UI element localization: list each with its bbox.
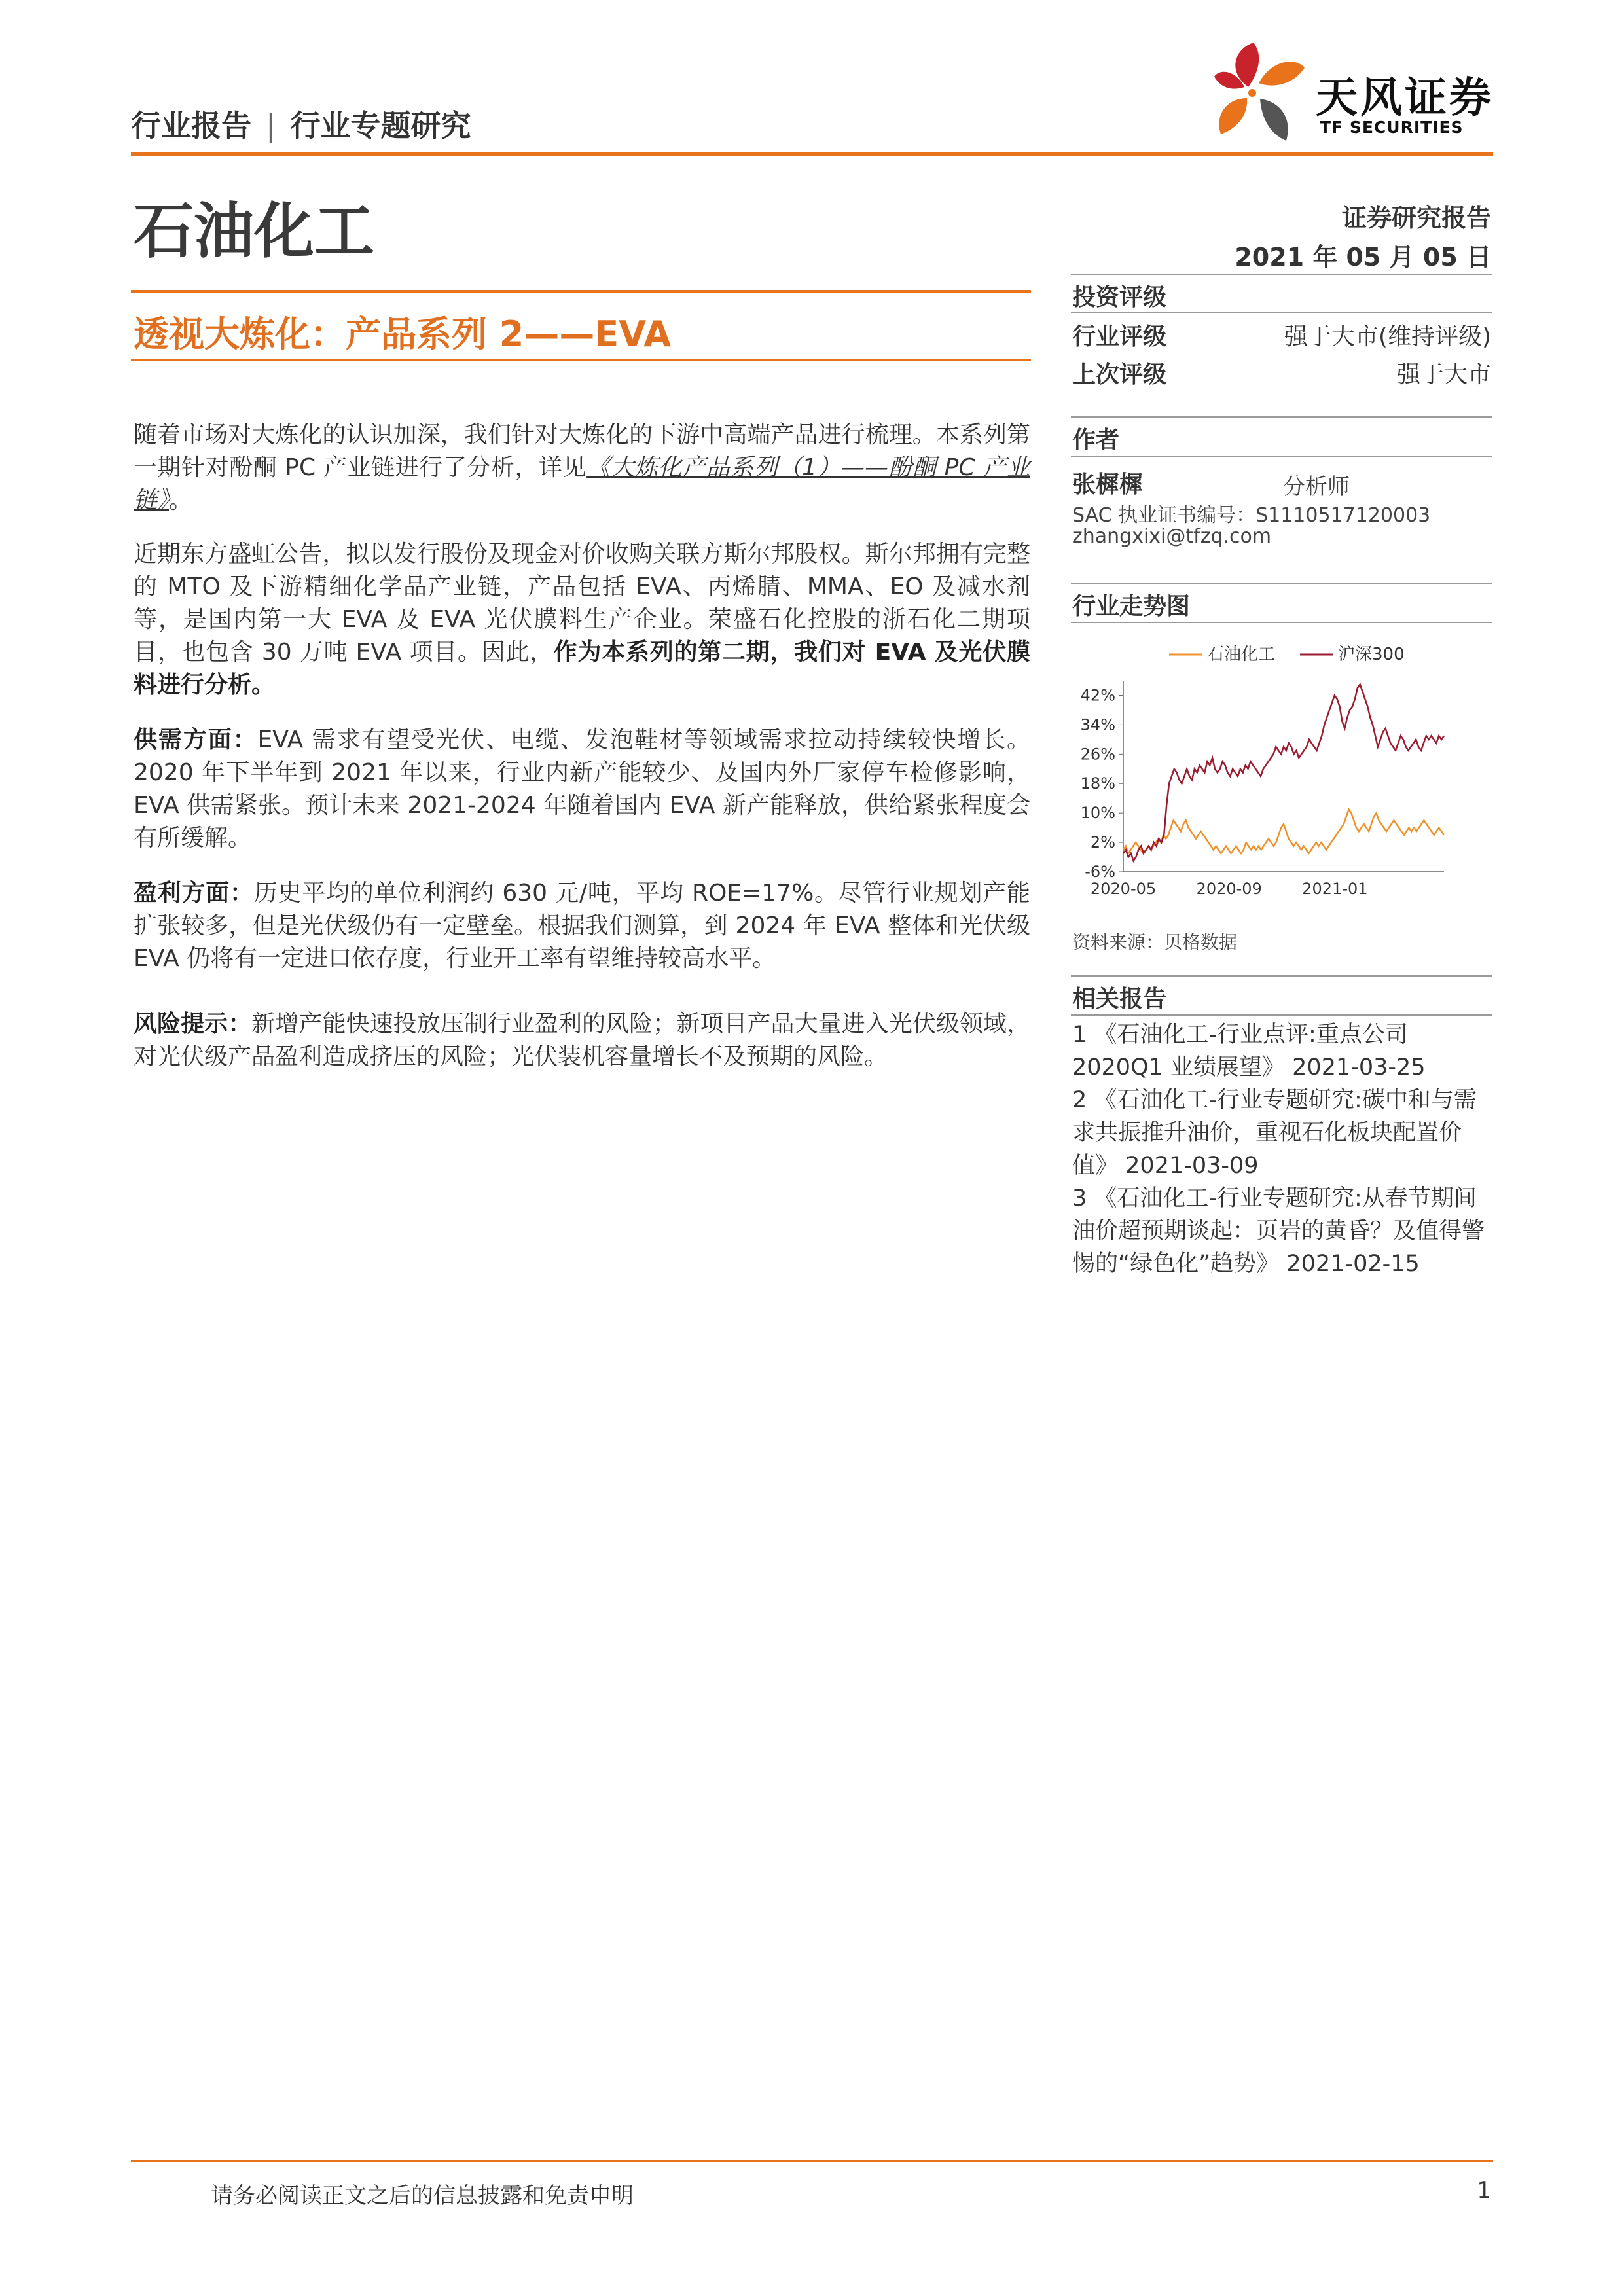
sidebar-rule-7 xyxy=(1071,975,1492,977)
intro-text: 随着市场对大炼化的认识加深，我们针对大炼化的下游中高端产品进行梳理。本系列第一期针对酚酮 PC 产业链进行了分析，详见 xyxy=(134,422,1030,481)
related-num: 2 xyxy=(1072,1087,1087,1113)
related-title: 《石油化工-行业点评:重点公司2020Q1 业绩展望》 xyxy=(1072,1022,1408,1081)
supply-demand-label: 供需方面： xyxy=(134,726,258,753)
background-emphasis: 作为本系列的第二期，我们对 EVA 及光伏膜料进行分析。 xyxy=(134,639,1030,698)
background-paragraph xyxy=(134,538,1030,702)
related-num: 1 xyxy=(1072,1022,1087,1048)
trend-heading: 行业走势图 xyxy=(1072,593,1191,620)
footer-disclaimer: 请务必阅读正文之后的信息披露和免责申明 xyxy=(211,2183,634,2209)
footer-divider xyxy=(131,2160,1493,2162)
sidebar-rule-2 xyxy=(1071,312,1492,313)
y-tick-label: 18% xyxy=(1080,774,1115,793)
y-axis-ticks xyxy=(1081,686,1123,881)
chart-legend xyxy=(1169,645,1405,664)
logo-english-name: TF SECURITIES xyxy=(1320,118,1464,137)
related-date: 2021-02-15 xyxy=(1286,1251,1420,1277)
page-number: 1 xyxy=(1477,2178,1491,2204)
supply-demand-text: EVA 需求有望受光伏、电缆、发泡鞋材等领域需求拉动持续较快增长。2020 年下半年到 2021 年以来，行业内新产能较少、及国内外厂家停车检修影响，EVA 供需紧张。预计未来 2021-2024 年随着国内 EVA 新产能释放，供给紧张程度会有所缓解。 xyxy=(134,726,1030,852)
legend-label-petro: 石油化工 xyxy=(1207,645,1276,664)
y-tick-label: 34% xyxy=(1080,715,1115,734)
related-title: 《石油化工-行业专题研究:碳中和与需求共振推升油价，重视石化板块配置价值》 xyxy=(1072,1087,1477,1179)
category-separator: | xyxy=(266,108,276,143)
x-axis-ticks xyxy=(1091,880,1368,898)
title-top-rule xyxy=(131,290,1031,293)
series-line-petro xyxy=(1123,810,1444,853)
profit-text: 历史平均的单位利润约 630 元/吨，平均 ROE=17%。尽管行业规划产能扩张较多，但是光伏级仍有一定壁垒。根据我们测算，到 2024 年 EVA 整体和光伏级 EVA 仍将有一定进口依存度，行业开工率有望维持较高水平。 xyxy=(134,880,1030,972)
series-line-hs300 xyxy=(1123,685,1444,861)
author-heading: 作者 xyxy=(1072,427,1120,454)
intro-end: 。 xyxy=(169,487,193,514)
industry-rating-row xyxy=(1072,318,1491,351)
related-date: 2021-03-09 xyxy=(1125,1153,1259,1179)
previous-rating-row xyxy=(1072,356,1491,389)
series-link[interactable]: 《大炼化产品系列（1）——酚酮 PC 产业链》 xyxy=(134,454,1030,514)
related-report-2[interactable] xyxy=(1072,1084,1491,1182)
title-bottom-rule xyxy=(131,359,1031,361)
y-tick-label: 26% xyxy=(1080,745,1115,764)
industry-trend-chart xyxy=(1071,628,1490,903)
report-category xyxy=(131,102,471,145)
tf-logo-icon xyxy=(1208,36,1306,154)
author-name: 张樨樨 xyxy=(1072,471,1144,498)
risk-text: 新增产能快速投放压制行业盈利的风险；新项目产品大量进入光伏级领域，对光伏级产品盈利造成挤压的风险；光伏装机容量增长不及预期的风险。 xyxy=(134,1011,1030,1070)
industry-rating-value: 强于大市(维持评级) xyxy=(1284,323,1491,350)
header-divider xyxy=(131,152,1493,156)
doc-type: 证券研究报告 xyxy=(1341,204,1491,232)
sidebar-rule-1 xyxy=(1071,274,1492,275)
y-tick-label: 10% xyxy=(1080,804,1115,823)
y-tick-label: -6% xyxy=(1085,863,1115,881)
related-num: 3 xyxy=(1072,1185,1087,1211)
related-report-1[interactable] xyxy=(1072,1018,1491,1084)
related-report-3[interactable] xyxy=(1072,1182,1491,1280)
risk-label: 风险提示： xyxy=(134,1011,252,1037)
background-text: 近期东方盛虹公告，拟以发行股份及现金对价收购关联方斯尔邦股权。斯尔邦拥有完整的 MTO 及下游精细化学品产业链，产品包括 EVA、丙烯腈、MMA、EO 及减水剂等，是国内第一大 EVA 及 EVA 光伏膜料生产企业。荣盛石化控股的浙石化二期项目，也包含 30 万吨 EVA 项目。因此， xyxy=(134,541,1030,666)
sidebar-rule-4 xyxy=(1071,456,1492,457)
related-date: 2021-03-25 xyxy=(1292,1054,1426,1081)
x-tick-label: 2020-09 xyxy=(1196,880,1262,898)
legend-label-hs300: 沪深300 xyxy=(1338,645,1405,664)
sector-name: 石油化工 xyxy=(134,196,375,266)
previous-rating-label: 上次评级 xyxy=(1072,361,1167,388)
logo-chinese-name: 天风证券 xyxy=(1316,74,1494,122)
report-title: 透视大炼化：产品系列 2——EVA xyxy=(134,314,672,355)
y-tick-label: 42% xyxy=(1080,686,1115,705)
related-title: 《石油化工-行业专题研究:从春节期间油价超预期谈起：页岩的黄昏？及值得警惕的“绿色化”趋势》 xyxy=(1072,1185,1485,1277)
sidebar-rule-5 xyxy=(1071,583,1492,584)
y-tick-label: 2% xyxy=(1090,833,1115,852)
chart-source: 资料来源：贝格数据 xyxy=(1072,931,1238,953)
x-tick-label: 2020-05 xyxy=(1090,880,1157,898)
sidebar-rule-8 xyxy=(1071,1014,1492,1016)
profit-label: 盈利方面： xyxy=(134,880,254,906)
rating-heading: 投资评级 xyxy=(1072,284,1167,311)
sidebar-rule-6 xyxy=(1071,622,1492,623)
risk-paragraph xyxy=(134,1008,1030,1073)
subcategory-label: 行业专题研究 xyxy=(290,108,471,143)
supply-demand-paragraph xyxy=(134,724,1030,855)
related-heading: 相关报告 xyxy=(1072,986,1167,1013)
author-role: 分析师 xyxy=(1283,474,1350,500)
sidebar-rule-3 xyxy=(1071,416,1492,418)
report-date: 2021 年 05 月 05 日 xyxy=(1235,243,1491,272)
x-tick-label: 2021-01 xyxy=(1302,880,1368,898)
author-sac: SAC 执业证书编号：S1110517120003 xyxy=(1072,504,1431,527)
author-email[interactable]: zhangxixi@tfzq.com xyxy=(1072,525,1272,548)
profit-paragraph xyxy=(134,877,1030,975)
intro-paragraph xyxy=(134,419,1030,517)
category-label: 行业报告 xyxy=(131,108,251,143)
previous-rating-value: 强于大市 xyxy=(1396,361,1491,388)
industry-rating-label: 行业评级 xyxy=(1072,323,1167,350)
